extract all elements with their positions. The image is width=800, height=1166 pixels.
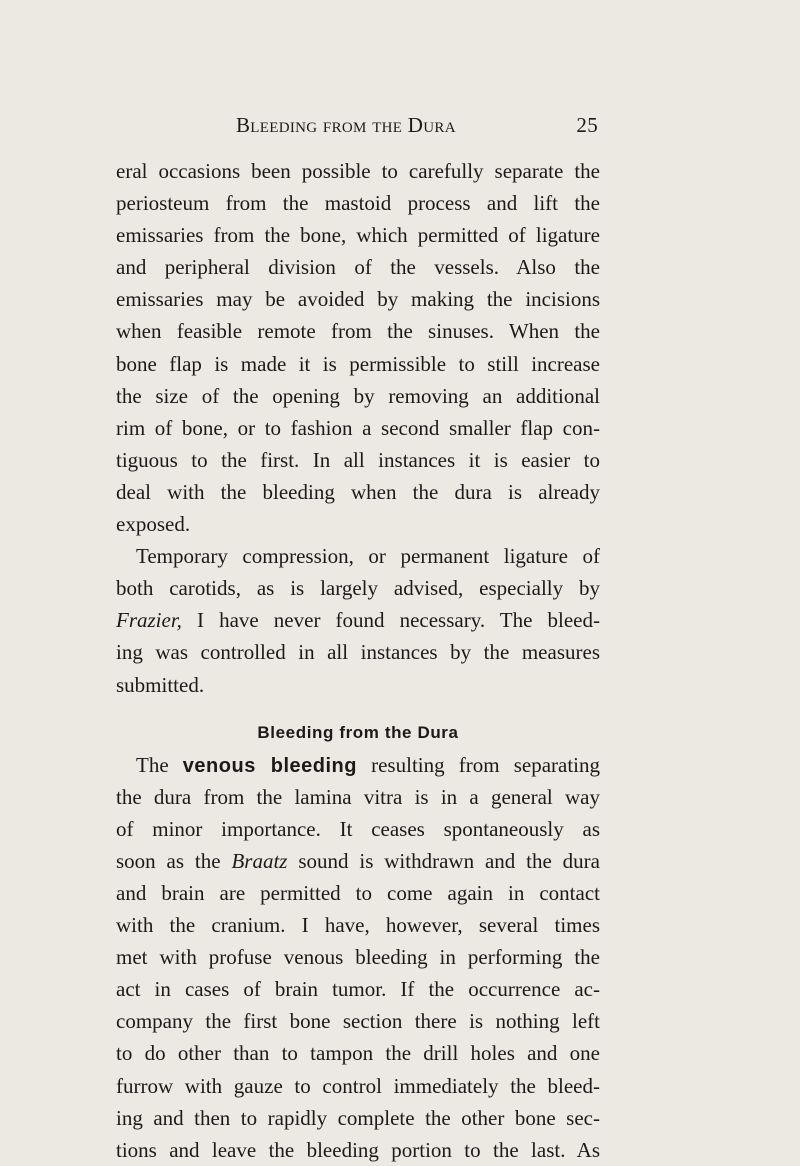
text-line: periosteum from the mastoid process and lift the xyxy=(116,191,600,216)
text-line: bone flap is made it is permissible to still increase xyxy=(116,351,600,376)
instrument-name-braatz: Braatz xyxy=(231,848,288,873)
text-line: exposed. xyxy=(116,512,191,537)
author-name-frazier: Frazier, xyxy=(116,608,182,633)
text-line xyxy=(116,604,600,636)
text-line: rim of bone, or to fashion a second smaller flap con- xyxy=(116,415,600,440)
text-line: the size of the opening by removing an additional xyxy=(116,383,600,408)
text-line: company the first bone section there is nothing left xyxy=(116,1009,600,1034)
text-line: to do other than to tampon the drill holes and one xyxy=(116,1041,600,1066)
text-span: resulting from separating xyxy=(356,752,600,777)
body-text xyxy=(116,155,600,1166)
text-line: emissaries may be avoided by making the incisions xyxy=(116,287,600,312)
paragraph-continuation xyxy=(116,155,600,540)
text-line xyxy=(116,749,600,781)
text-line: met with profuse venous bleeding in performing the xyxy=(116,945,600,970)
text-line: tiguous to the first. In all instances it is easier to xyxy=(116,447,600,472)
text-line: ing and then to rapidly complete the other bone sec- xyxy=(116,1105,600,1130)
text-line: tions and leave the bleeding portion to the last. As xyxy=(116,1137,600,1162)
text-line: deal with the bleeding when the dura is already xyxy=(116,479,600,504)
text-line: ing was controlled in all instances by the measures xyxy=(116,640,600,665)
text-line: and peripheral division of the vessels. Also the xyxy=(116,255,600,280)
running-head xyxy=(236,113,598,143)
text-line: Temporary compression, or permanent ligature of xyxy=(136,544,600,569)
text-line: both carotids, as is largely advised, especially by xyxy=(116,576,600,601)
text-line: of minor importance. It ceases spontaneously as xyxy=(116,816,600,841)
text-span: sound is withdrawn and the dura xyxy=(287,848,600,873)
paragraph-venous-bleeding xyxy=(116,749,600,1166)
text-line: submitted. xyxy=(116,672,205,697)
text-line xyxy=(116,845,600,877)
text-span: The xyxy=(136,752,183,777)
text-span: soon as the xyxy=(116,848,232,873)
text-span: I have never found necessary. The bleed- xyxy=(181,608,600,633)
text-line: with the cranium. I have, however, several times xyxy=(116,913,600,938)
text-line: act in cases of brain tumor. If the occurrence ac- xyxy=(116,977,600,1002)
paragraph-carotids xyxy=(116,540,600,700)
text-line: the dura from the lamina vitra is in a general way xyxy=(116,784,600,809)
text-line: eral occasions been possible to carefully separate the xyxy=(116,159,600,183)
section-heading: Bleeding from the Dura xyxy=(257,722,459,742)
text-line: emissaries from the bone, which permitted of ligature xyxy=(116,223,600,248)
text-line: furrow with gauze to control immediately the bleed- xyxy=(116,1073,600,1098)
text-line: when feasible remote from the sinuses. When the xyxy=(116,319,600,344)
emphasis-venous-bleeding: venous bleeding xyxy=(182,754,357,777)
page-number: 25 xyxy=(576,113,598,137)
text-line: and brain are permitted to come again in contact xyxy=(116,880,600,905)
running-head-title: Bleeding from the Dura xyxy=(236,113,456,137)
